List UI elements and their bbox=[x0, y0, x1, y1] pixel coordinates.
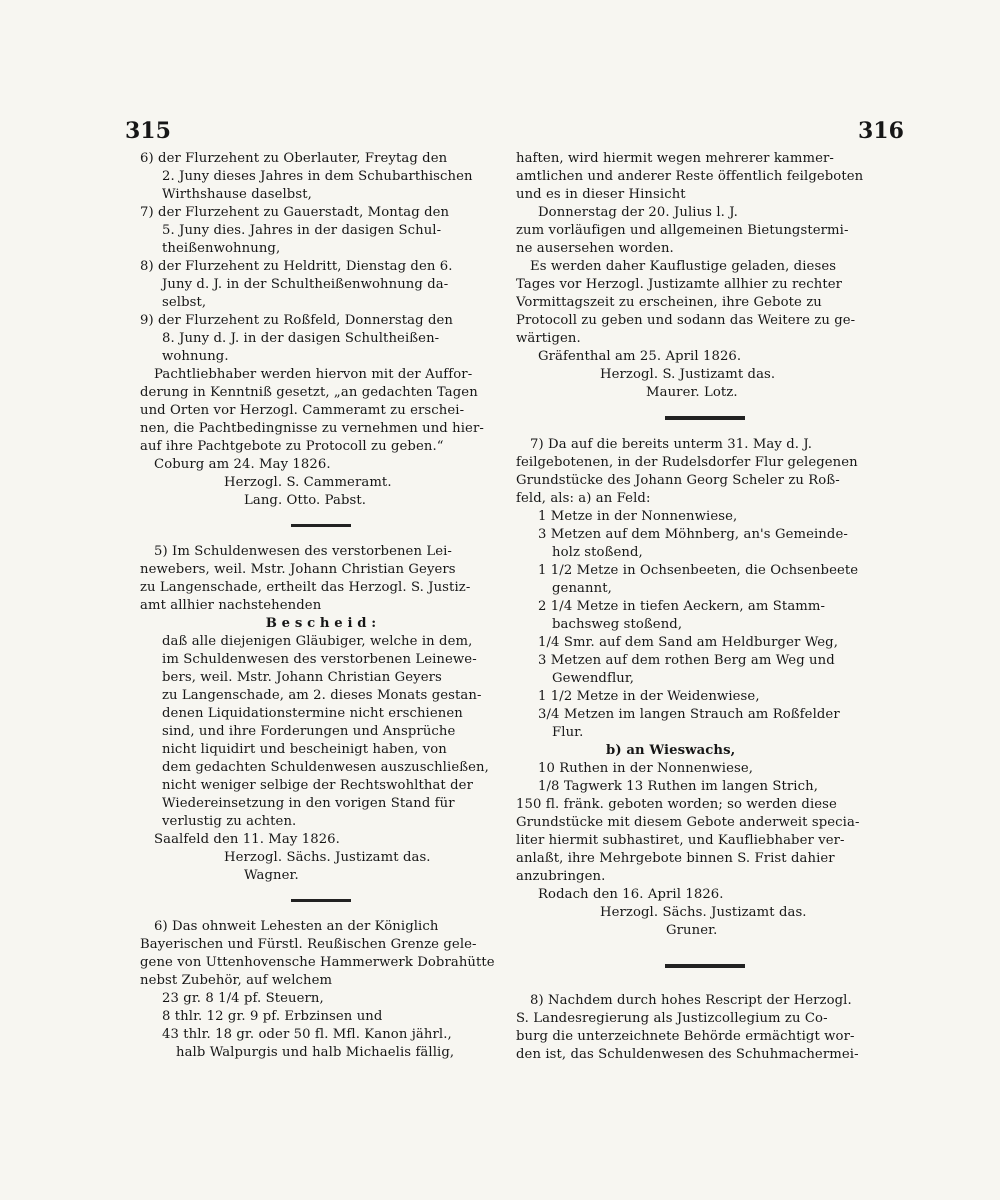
separator-rule bbox=[665, 416, 745, 420]
list-item: 43 thlr. 18 gr. oder 50 fl. Mfl. Kanon jährl., bbox=[162, 1027, 452, 1042]
text-line: 6) der Flurzehent zu Oberlauter, Freytag den bbox=[140, 151, 448, 166]
separator-rule bbox=[291, 899, 351, 902]
text-line: 6) Das ohnweit Lehesten an der Königlich bbox=[154, 919, 439, 934]
notice-hammerwork bbox=[140, 918, 502, 1062]
notice-signature: Herzogl. Sächs. Justizamt das. bbox=[224, 850, 431, 865]
text-line: zu Langenschade, am 2. dieses Monats gestan- bbox=[162, 688, 482, 703]
text-line: amt allhier nachstehenden bbox=[140, 598, 322, 613]
text-line: und es in dieser Hinsicht bbox=[516, 187, 686, 202]
text-line: 7) der Flurzehent zu Gauerstadt, Montag den bbox=[140, 205, 450, 220]
text-line: zum vorläufigen und allgemeinen Bietungstermi- bbox=[516, 223, 849, 238]
page-number-left: 315 bbox=[125, 118, 171, 144]
notice-date: Rodach den 16. April 1826. bbox=[538, 887, 724, 902]
left-column bbox=[140, 150, 502, 1062]
notice-shoemaker-debt bbox=[516, 992, 894, 1064]
text-line: Grundstücke mit diesem Gebote anderweit specia- bbox=[516, 815, 860, 830]
text-line: ne ausersehen worden. bbox=[516, 241, 674, 256]
notice-property-sale-rodach bbox=[516, 436, 894, 940]
list-item: genannt, bbox=[552, 581, 612, 596]
list-item: 3 Metzen auf dem rothen Berg am Weg und bbox=[538, 653, 835, 668]
notice-date: Gräfenthal am 25. April 1826. bbox=[538, 349, 742, 364]
list-item: 1 Metze in der Nonnenwiese, bbox=[538, 509, 738, 524]
notice-date: Saalfeld den 11. May 1826. bbox=[154, 832, 340, 847]
text-line: Wiedereinsetzung in den vorigen Stand für bbox=[162, 796, 455, 811]
page-number-right: 316 bbox=[858, 118, 904, 144]
list-item: 23 gr. 8 1/4 pf. Steuern, bbox=[162, 991, 324, 1006]
text-line: gene von Uttenhovensche Hammerwerk Dobrahütte bbox=[140, 955, 495, 970]
ruling-heading: B e s c h e i d : bbox=[265, 616, 377, 631]
text-line: wärtigen. bbox=[516, 331, 581, 346]
text-line: auf ihre Pachtgebote zu Protocoll zu geben.“ bbox=[140, 439, 444, 454]
text-line: amtlichen und anderer Reste öffentlich feilgeboten bbox=[516, 169, 864, 184]
text-line: und Orten vor Herzogl. Cammeramt zu erschei- bbox=[140, 403, 465, 418]
text-line: Vormittagszeit zu erscheinen, ihre Gebote zu bbox=[516, 295, 822, 310]
text-line: theißenwohnung, bbox=[162, 241, 281, 256]
text-line: denen Liquidationstermine nicht erschienen bbox=[162, 706, 463, 721]
list-item: 3 Metzen auf dem Möhnberg, an's Gemeinde- bbox=[538, 527, 848, 542]
notice-signature: Herzogl. Sächs. Justizamt das. bbox=[600, 905, 807, 920]
notice-date: Coburg am 24. May 1826. bbox=[154, 457, 331, 472]
notice-signature: Herzogl. S. Cammeramt. bbox=[224, 475, 392, 490]
text-line: S. Landesregierung als Justizcollegium zu Co- bbox=[516, 1011, 828, 1026]
text-line: 5. Juny dies. Jahres in der dasigen Schul- bbox=[162, 223, 442, 238]
list-item: holz stoßend, bbox=[552, 545, 643, 560]
text-line: 5) Im Schuldenwesen des verstorbenen Lei- bbox=[154, 544, 452, 559]
separator-rule bbox=[291, 524, 351, 527]
text-line: wohnung. bbox=[162, 349, 229, 364]
text-line: Tages vor Herzogl. Justizamte allhier zu rechter bbox=[516, 277, 843, 292]
text-line: haften, wird hiermit wegen mehrerer kammer- bbox=[516, 151, 834, 166]
text-line: 9) der Flurzehent zu Roßfeld, Donnerstag den bbox=[140, 313, 454, 328]
list-item: 2 1/4 Metze in tiefen Aeckern, am Stamm- bbox=[538, 599, 826, 614]
text-line: nen, die Pachtbedingnisse zu vernehmen und hier- bbox=[140, 421, 484, 436]
separator-rule bbox=[665, 964, 745, 968]
notice-signature-names: Lang. Otto. Pabst. bbox=[244, 493, 367, 508]
notice-signature-names: Gruner. bbox=[666, 923, 718, 938]
text-line: nicht liquidirt und bescheinigt haben, von bbox=[162, 742, 447, 757]
list-item: 1 1/2 Metze in der Weidenwiese, bbox=[538, 689, 760, 704]
text-line: den ist, das Schuldenwesen des Schuhmachermei- bbox=[516, 1047, 859, 1062]
text-line: burg die unterzeichnete Behörde ermächtigt wor- bbox=[516, 1029, 855, 1044]
text-line: nicht weniger selbige der Rechtswohlthat der bbox=[162, 778, 473, 793]
text-line: daß alle diejenigen Gläubiger, welche in dem, bbox=[162, 634, 473, 649]
notice-signature: Herzogl. S. Justizamt das. bbox=[600, 367, 776, 382]
notice-leasing-tithes bbox=[140, 150, 502, 510]
text-line: im Schuldenwesen des verstorbenen Leinewe- bbox=[162, 652, 477, 667]
text-line: sind, und ihre Forderungen und Ansprüche bbox=[162, 724, 456, 739]
list-item: 8 thlr. 12 gr. 9 pf. Erbzinsen und bbox=[162, 1009, 383, 1024]
text-line: anlaßt, ihre Mehrgebote binnen S. Frist dahier bbox=[516, 851, 835, 866]
text-line: selbst, bbox=[162, 295, 207, 310]
list-item: bachsweg stoßend, bbox=[552, 617, 683, 632]
text-line: 150 fl. fränk. geboten worden; so werden diese bbox=[516, 797, 837, 812]
text-line: dem gedachten Schuldenwesen auszuschließen, bbox=[162, 760, 489, 775]
list-item: 1/4 Smr. auf dem Sand am Heldburger Weg, bbox=[538, 635, 839, 650]
text-line: Pachtliebhaber werden hiervon mit der Auffor- bbox=[154, 367, 473, 382]
list-item: Flur. bbox=[552, 725, 584, 740]
list-item: 1 1/2 Metze in Ochsenbeeten, die Ochsenbeete bbox=[538, 563, 859, 578]
text-line: feilgebotenen, in der Rudelsdorfer Flur gelegenen bbox=[516, 455, 858, 470]
text-line: Juny d. J. in der Schultheißenwohnung da- bbox=[162, 277, 449, 292]
text-line: 8) der Flurzehent zu Heldritt, Dienstag den 6. bbox=[140, 259, 453, 274]
text-line: Wirthshause daselbst, bbox=[162, 187, 312, 202]
notice-signature-names: Maurer. Lotz. bbox=[646, 385, 738, 400]
text-line: feld, als: a) an Feld: bbox=[516, 491, 651, 506]
text-line: nebst Zubehör, auf welchem bbox=[140, 973, 333, 988]
notice-signature-names: Wagner. bbox=[244, 868, 299, 883]
list-item: 3/4 Metzen im langen Strauch am Roßfelder bbox=[538, 707, 840, 722]
list-item: 1/8 Tagwerk 13 Ruthen im langen Strich, bbox=[538, 779, 818, 794]
subheading: b) an Wieswachs, bbox=[606, 743, 736, 758]
text-line: Protocoll zu geben und sodann das Weitere zu ge- bbox=[516, 313, 856, 328]
text-line: 2. Juny dieses Jahres in dem Schubarthischen bbox=[162, 169, 473, 184]
text-line: derung in Kenntniß gesetzt, „an gedachten Tagen bbox=[140, 385, 478, 400]
text-line: zu Langenschade, ertheilt das Herzogl. S. Justiz- bbox=[140, 580, 471, 595]
text-line: bers, weil. Mstr. Johann Christian Geyers bbox=[162, 670, 442, 685]
right-column bbox=[516, 150, 894, 1064]
text-line: Grundstücke des Johann Georg Scheler zu Roß- bbox=[516, 473, 840, 488]
text-line: anzubringen. bbox=[516, 869, 606, 884]
text-line: Bayerischen und Fürstl. Reußischen Grenze gele- bbox=[140, 937, 477, 952]
notice-auction-graefenthal bbox=[516, 150, 894, 402]
notice-debt-ruling bbox=[140, 543, 502, 885]
text-line: liter hiermit subhastiret, und Kaufliebhaber ver- bbox=[516, 833, 845, 848]
text-line: 7) Da auf die bereits unterm 31. May d. J. bbox=[530, 437, 813, 452]
text-line: verlustig zu achten. bbox=[162, 814, 297, 829]
list-item: halb Walpurgis und halb Michaelis fällig, bbox=[176, 1045, 455, 1060]
text-line: 8) Nachdem durch hohes Rescript der Herzogl. bbox=[530, 993, 852, 1008]
text-line: Donnerstag der 20. Julius l. J. bbox=[538, 205, 738, 220]
text-line: 8. Juny d. J. in der dasigen Schultheißen- bbox=[162, 331, 440, 346]
list-item: 10 Ruthen in der Nonnenwiese, bbox=[538, 761, 754, 776]
text-line: Es werden daher Kauflustige geladen, dieses bbox=[530, 259, 837, 274]
text-line: newebers, weil. Mstr. Johann Christian Geyers bbox=[140, 562, 456, 577]
list-item: Gewendflur, bbox=[552, 671, 635, 686]
